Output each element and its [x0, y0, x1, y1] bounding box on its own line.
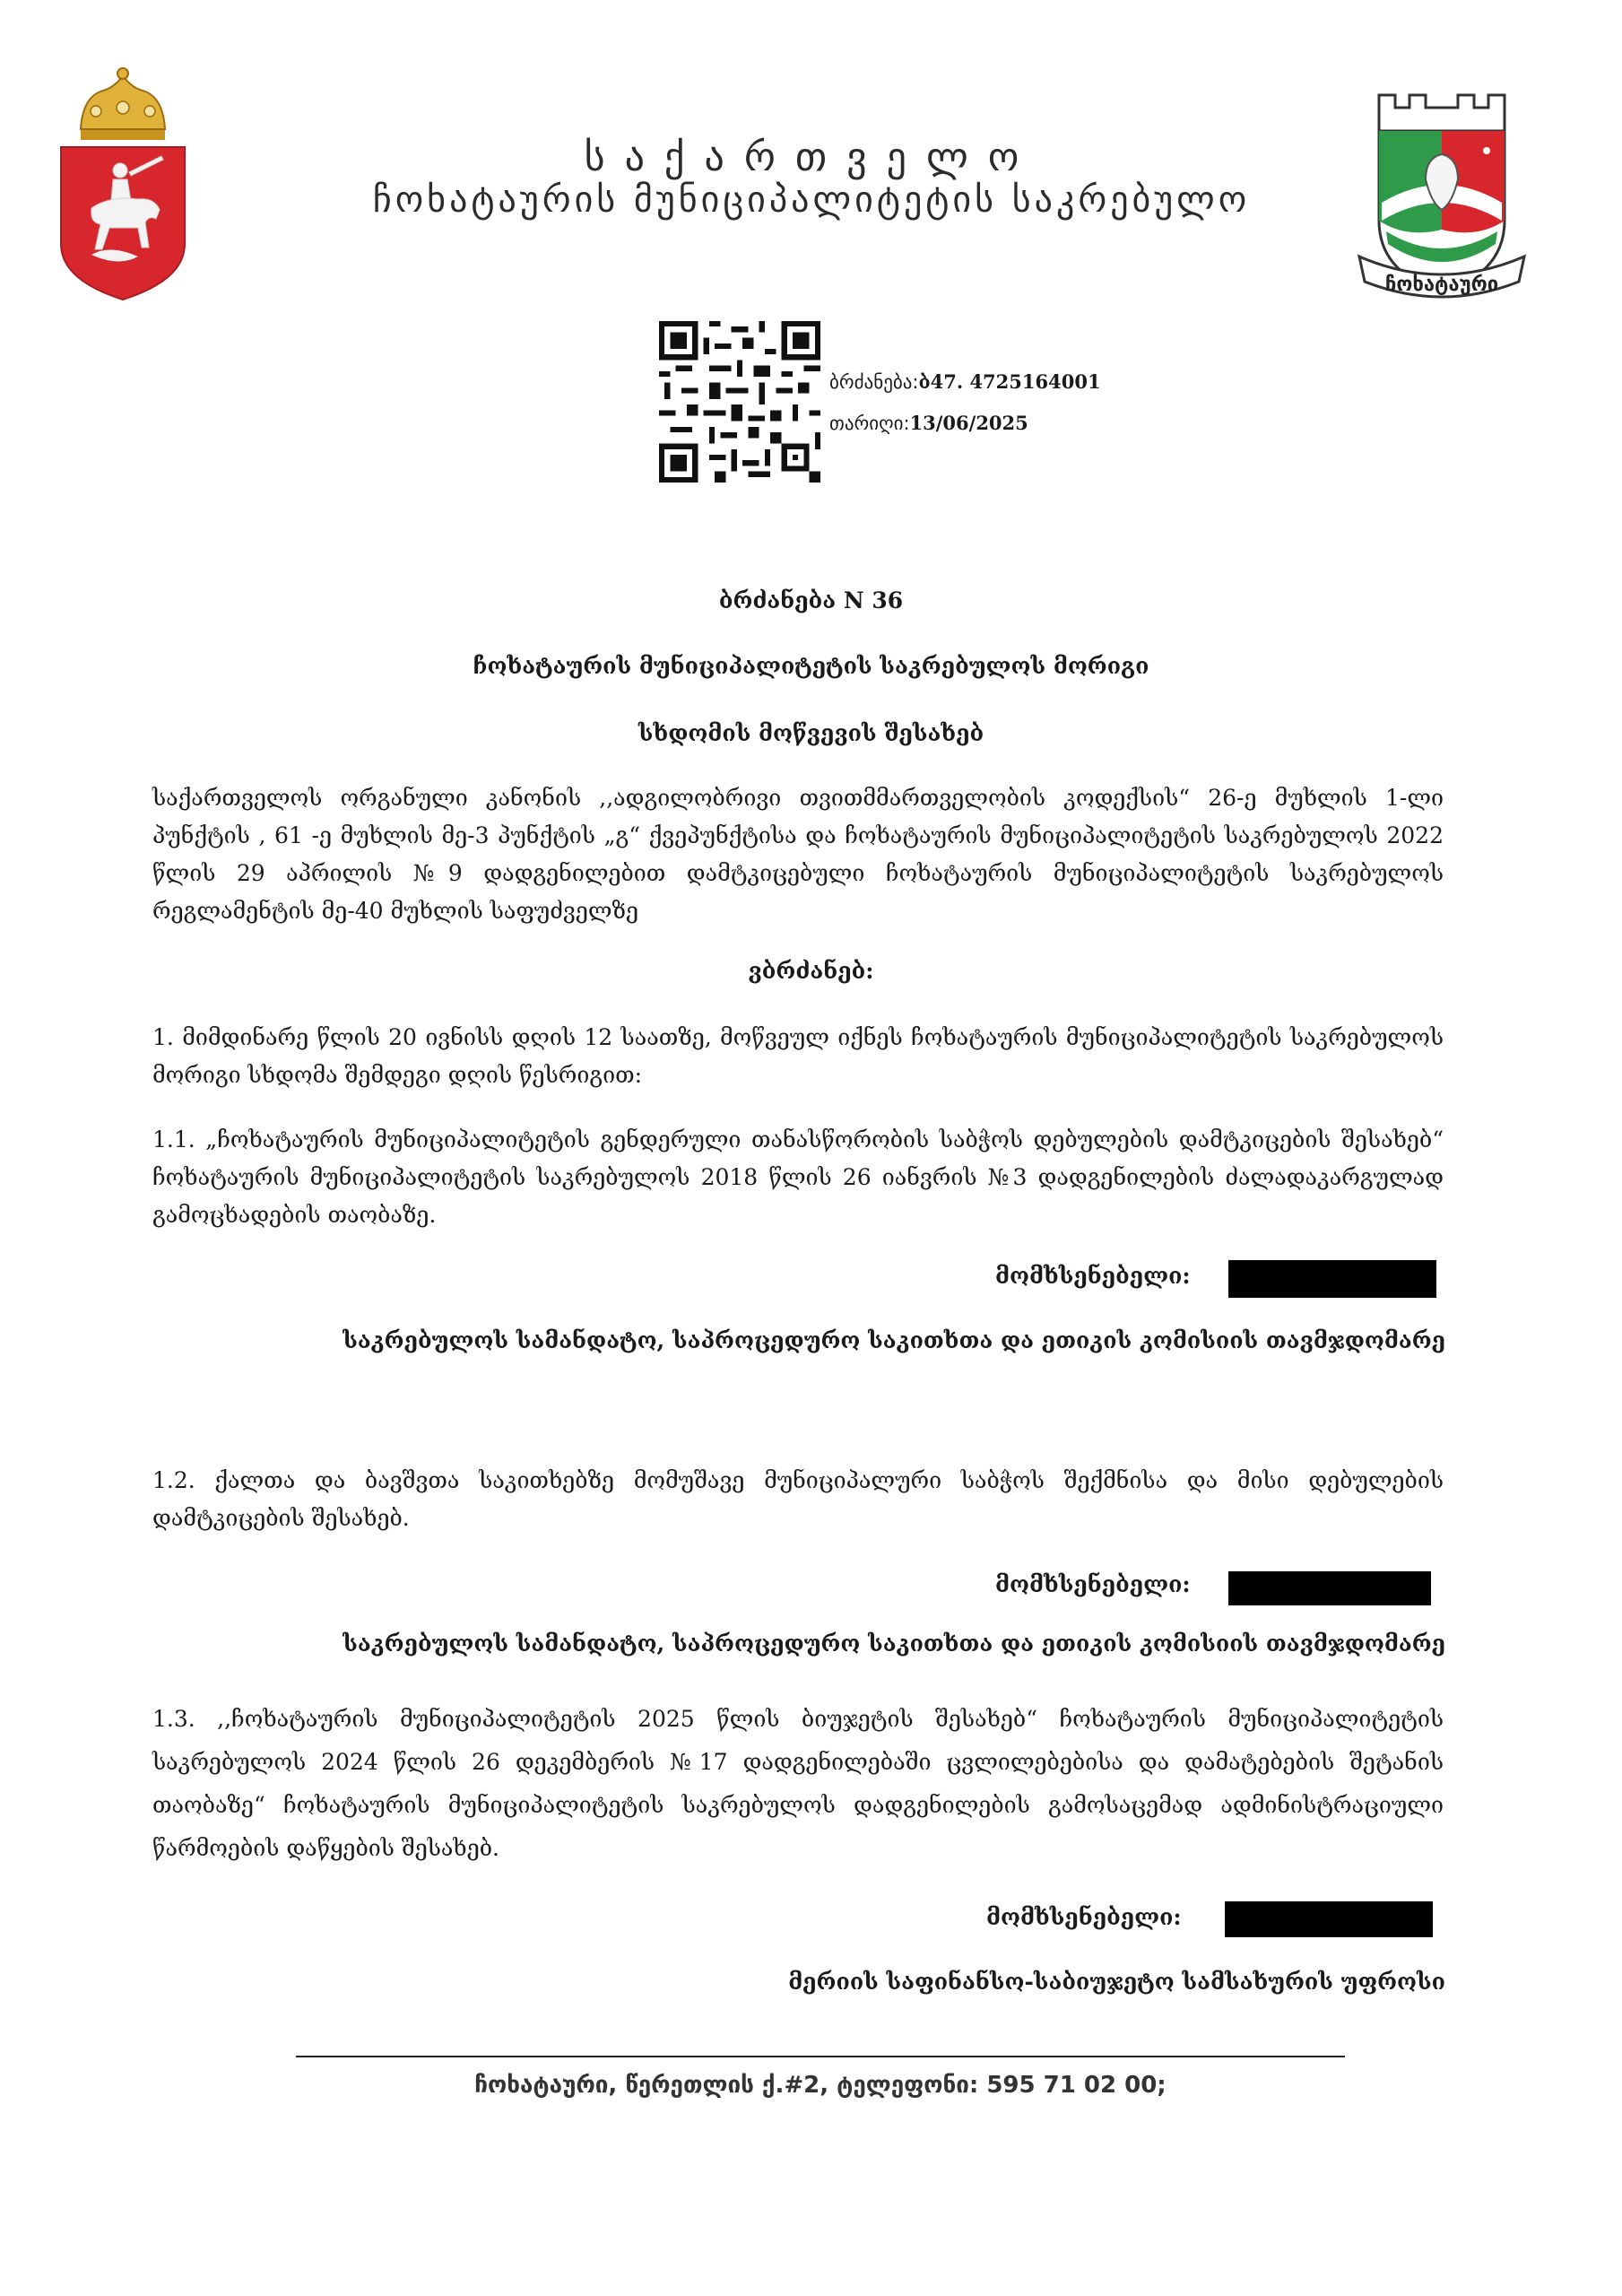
speaker-label-3: მომხსენებელი: [986, 1904, 1182, 1930]
document-subtitle-line1: ჩოხატაურის მუნიციპალიტეტის საკრებულოს მორიგი [473, 653, 1149, 679]
header-country: საქართველო [584, 135, 1039, 180]
qr-code-icon[interactable] [659, 321, 820, 483]
order-date-value: 13/06/2025 [909, 412, 1028, 434]
item-1-2: 1.2. ქალთა და ბავშვთა საკითხებზე მომუშავე მუნიციპალური საბჭოს შექმნისა და მისი დებულების დამტკიცების შესახებ. [152, 1467, 1444, 1531]
decree-heading: ვბრძანებ: [748, 958, 874, 984]
speaker-label-1: მომხსენებელი: [995, 1263, 1191, 1289]
speaker-role-3: მერიის საფინანსო-საბიუჯეტო სამსახურის უფროსი [788, 1969, 1445, 1995]
chokhatauri-emblem-icon [1352, 68, 1531, 310]
crown-icon [81, 68, 165, 140]
order-number [829, 370, 1101, 393]
speaker-label-2: მომხსენებელი: [995, 1571, 1191, 1597]
speaker-role-1: საკრებულოს სამანდატო, საპროცედურო საკითხთა და ეთიკის კომისიის თავმჯდომარე [343, 1327, 1445, 1353]
redacted-name-1 [1228, 1260, 1436, 1298]
order-date-label: თარიღი: [829, 413, 910, 434]
georgia-coat-of-arms-icon [56, 65, 190, 307]
redacted-name-2 [1228, 1571, 1431, 1605]
footer-address: ჩოხატაური, წერეთლის ქ.#2, ტელეფონი: 595 71 02 00; [474, 2072, 1167, 2099]
emblem-ribbon-text: ჩოხატაური [1384, 274, 1499, 296]
header-council: ჩოხატაურის მუნიციპალიტეტის საკრებულო [372, 179, 1251, 221]
order-number-label: ბრძანება: [829, 371, 919, 393]
item-1: 1. მიმდინარე წლის 20 ივნისს დღის 12 საათზე, მოწვეულ იქნეს ჩოხატაურის მუნიციპალიტეტის საკრებულოს მორიგი სხდომა შემდეგი დღის წესრიგით: [152, 1024, 1444, 1088]
order-date [829, 412, 1028, 434]
preamble-paragraph: საქართველოს ორგანული კანონის ,,ადგილობრივი თვითმმართველობის კოდექსის“ 26-ე მუხლის 1-ლი პუნქტის , 61 -ე მუხლის მე-3 პუნქტის „გ“ ქვეპუნქტისა და ჩოხატაურის მუნიციპალიტეტის საკრებულოს 2022 წლის 29 აპრილის №9 დადგენილებით დამტკიცებული ჩოხატაურის მუნიციპალიტეტის საკრებულოს რეგლამენტის მე-40 მუხლის საფუძველზე [152, 785, 1444, 924]
order-number-value: ბ47. 4725164001 [918, 370, 1101, 393]
redacted-name-3 [1225, 1901, 1433, 1937]
document-subtitle-line2: სხდომის მოწვევის შესახებ [638, 720, 984, 746]
speaker-role-2: საკრებულოს სამანდატო, საპროცედურო საკითხთა და ეთიკის კომისიის თავმჯდომარე [343, 1631, 1445, 1657]
footer-divider [296, 2056, 1345, 2057]
document-title: ბრძანება N 36 [718, 587, 904, 613]
item-1-3: 1.3. ,,ჩოხატაურის მუნიციპალიტეტის 2025 წლის ბიუჯეტის შესახებ“ ჩოხატაურის მუნიციპალიტეტის საკრებულოს 2024 წლის 26 დეკემბერის №17 დადგენილებაში ცვლილებებისა და დამატებების შეტანის თაობაზე“ ჩოხატაურის მუნიციპალიტეტის საკრებულოს დადგენილების გამოსაცემად ადმინისტრაციული წარმოების დაწყების შესახებ. [152, 1706, 1444, 1861]
item-1-1: 1.1. „ჩოხატაურის მუნიციპალიტეტის გენდერული თანასწორობის საბჭოს დებულების დამტკიცების შესახებ“ ჩოხატაურის მუნიციპალიტეტის საკრებულოს 2018 წლის 26 იანვრის №3 დადგენილების ძალადაკარგულად გამოცხადების თაობაზე. [152, 1126, 1444, 1228]
